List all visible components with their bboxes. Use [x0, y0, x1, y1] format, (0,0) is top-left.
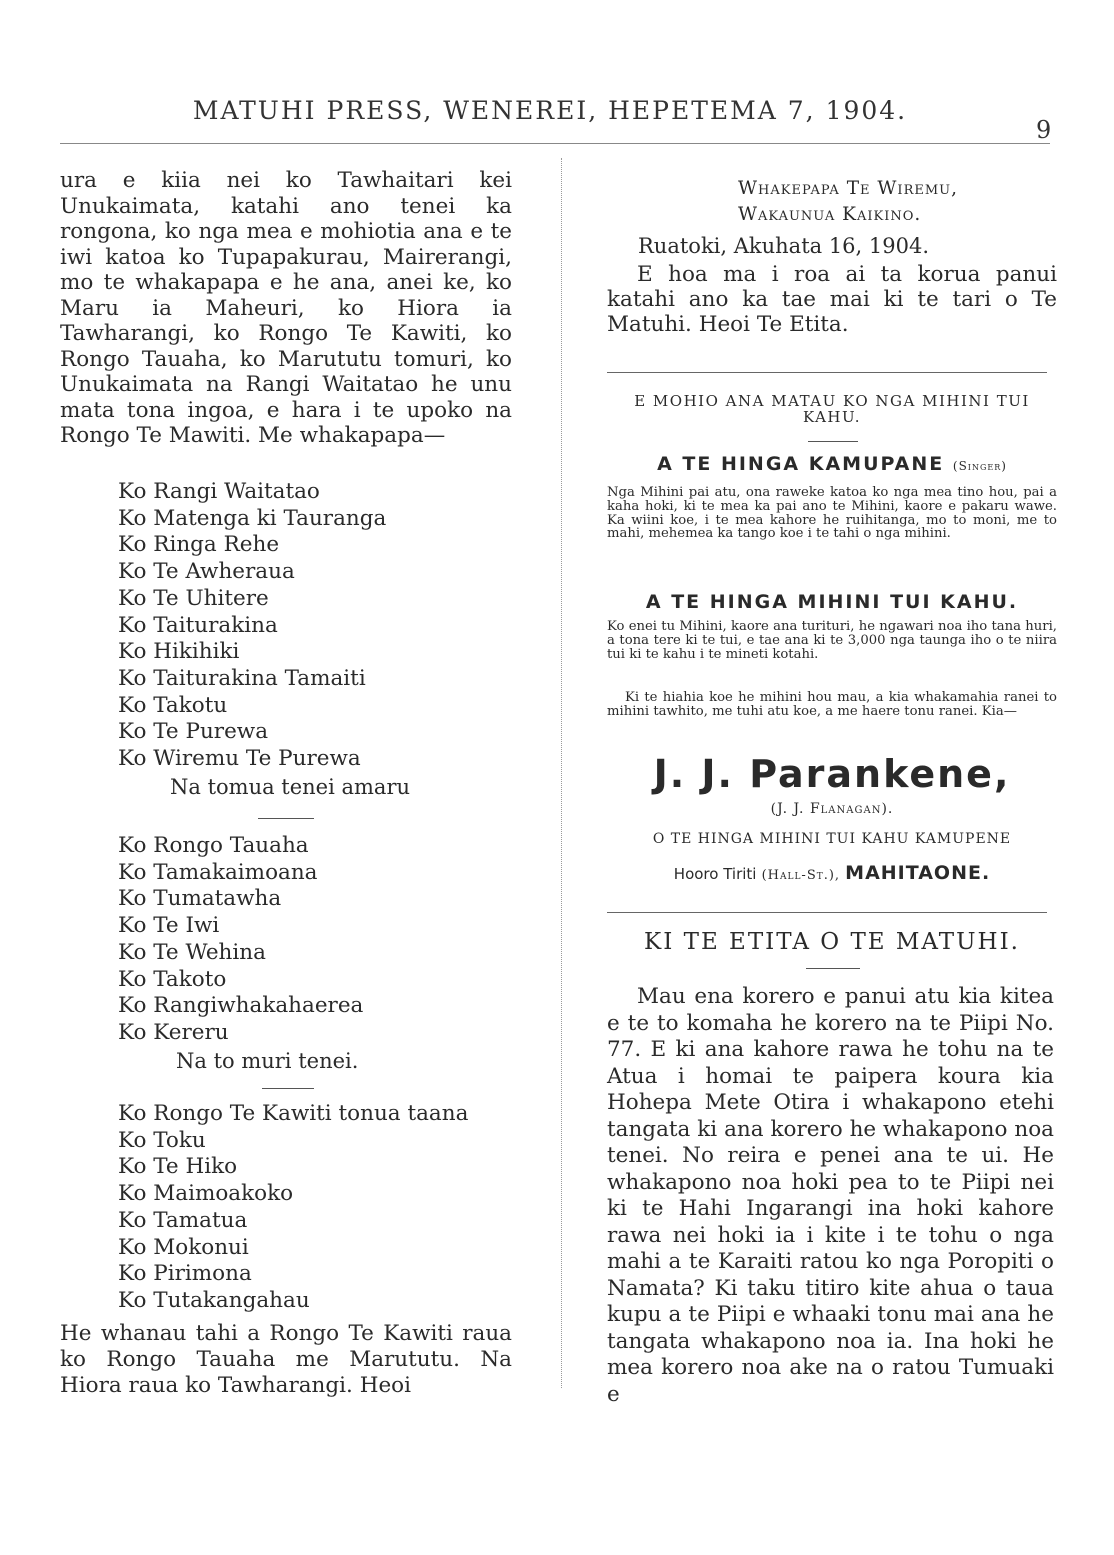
- list-item: Ko Rangiwhakahaerea: [118, 993, 364, 1019]
- list-item: Ko Takotu: [118, 692, 228, 718]
- list-item: Ko Kereru: [118, 1019, 229, 1045]
- list-item: Ko Te Awheraua: [118, 559, 295, 585]
- merchant-name: J. J. Parankene,: [653, 752, 1011, 796]
- list-item: Ko Taiturakina Tamaiti: [118, 665, 366, 691]
- section-rule: [607, 372, 1047, 373]
- address-street-english: (Hall-St.),: [761, 868, 841, 883]
- intro-paragraph: ura e kiia nei ko Tawhaitari kei Unukaimata, katahi ano tenei ka rongona, ko nga mea e mohiotia ana e te iwi katoa ko Tupapakurau, Mairerangi, mo te whakapapa e he ana, anei ke, ko Maru ia Maheuri, ko Hiora ia Tawharangi, ko Rongo Te Kawiti, ko Rongo Tauaha, ko Marututu tomuri, ko Unukaimata na Rangi Waitatao he unu mata tona ingoa, e hara i te upoko na Rongo Te Mawiti. Me whakapapa—: [60, 168, 512, 448]
- list-item: Ko Tamatua: [118, 1207, 248, 1233]
- address-town: MAHITAONE.: [845, 862, 991, 884]
- list-item: Ko Mokonui: [118, 1234, 249, 1260]
- list-item: Ko Ringa Rehe: [118, 532, 280, 558]
- advert-body-1: Nga Mihini pai atu, ona raweke katoa ko nga mea tino hou, pai a kaha hoki, ki te mea ka pai ano te Mihini, kaore e pakaru wawe. Ka wiini koe, i te mea kahore he ruihitanga, mo to moni, me to mahi, mehemea ka tango koe i te tahi o nga mihini.: [607, 485, 1057, 542]
- advert-title-sub: (Singer): [952, 459, 1007, 473]
- list-item: Ko Wiremu Te Purewa: [118, 746, 361, 772]
- masthead-rule: [60, 143, 1050, 144]
- company-line: O TE HINGA MIHINI TUI KAHU KAMUPENE: [652, 831, 1012, 847]
- list-item: Ko Matenga ki Tauranga: [118, 505, 387, 531]
- address-street: Hooro Tiriti: [673, 865, 757, 883]
- advert-title-singer: [607, 453, 1057, 475]
- section-divider: [806, 968, 860, 969]
- editor-reply: E hoa ma i roa ai ta korua panui katahi ano ka tae mai ki te tari o Te Matuhi. Heoi Te Etita.: [607, 262, 1057, 337]
- list-item: Ko Te Hiko: [118, 1154, 238, 1180]
- list-item: Ko Taiturakina: [118, 612, 278, 638]
- list-item: Ko Tutakangahau: [118, 1287, 310, 1313]
- section-rule: [607, 912, 1047, 913]
- masthead-title: MATUHI PRESS, WENEREI, HEPETEMA 7, 1904.: [192, 96, 908, 125]
- page-number: 9: [1036, 116, 1052, 144]
- list-item: Ko Toku: [118, 1127, 206, 1153]
- list-item: Ko Takoto: [118, 966, 227, 992]
- list-item: Ko Pirimona: [118, 1261, 252, 1287]
- list-item: Ko Rangi Waitatao: [118, 479, 320, 504]
- advert-body-2a: Ko enei tu Mihini, kaore ana turituri, he ngawari noa iho tana huri, a tona tere ki te tui, e tae ana ki te 3,000 nga taunga iho o te niira tui ki te kahu i te mineti kotahi.: [607, 619, 1057, 662]
- list-item: Ko Maimoakoko: [118, 1181, 294, 1207]
- list-item: Ko Te Uhitere: [118, 585, 269, 611]
- list-item: Ko Te Iwi: [118, 913, 220, 939]
- section-divider: [808, 441, 858, 442]
- letter-heading: KI TE ETITA O TE MATUHI.: [644, 929, 1020, 955]
- genealogy-list-3: [118, 1101, 468, 1315]
- section-divider: [262, 1088, 314, 1089]
- list-item: Ko Rongo Te Kawiti tonua taana: [118, 1101, 469, 1126]
- letter-body: Mau ena korero e panui atu kia kitea e te to komaha he korero na te Piipi No. 77. E ki ana kahore rawa he tohu na te Atua i homai te paipera koura kia Hohepa Mete Otira i whakapono etehi tangata ki ana korero he whakapono noa tenei. No reira e penei ana te ui. He whakapono noa hoki pea to te Piipi nei ki te Hahi Ingarangi ina hoki kahore rawa nei hoki ia i kite i te tohu o nga mahi a te Karaiti ratou ko nga Poropiti o Namata? Ki taku titiro kite ahua o taua kupu a te Piipi e whaaki tonu mai ana he tangata whakapono noa ia. Ina hoki he mea korero noa ake na o ratou Tumuaki e: [607, 984, 1054, 1407]
- signature-line-1: Whakepapa Te Wiremu,: [738, 178, 958, 199]
- advert-title-machine: A TE HINGA MIHINI TUI KAHU.: [645, 591, 1019, 613]
- list-item: Ko Te Purewa: [118, 719, 269, 745]
- list-item: Ko Te Wehina: [118, 939, 266, 965]
- advert-body-2b: Ki te hiahia koe he mihini hou mau, a kia whakamahia ranei to mihini tawhito, me tuhi atu koe, a me haere tonu ranei. Kia—: [607, 690, 1057, 719]
- section-divider: [258, 818, 314, 819]
- genealogy-note-2: Na to muri tenei.: [176, 1049, 359, 1073]
- place-date: Ruatoki, Akuhata 16, 1904.: [638, 234, 930, 258]
- column-divider: [561, 158, 562, 1388]
- advert-title-text: A TE HINGA KAMUPANE: [657, 453, 945, 475]
- list-item: Ko Tamakaimoana: [118, 859, 318, 885]
- advert-heading: E MOHIO ANA MATAU KO NGA MIHINI TUI KAHU.: [634, 392, 1030, 426]
- list-item: Ko Rongo Tauaha: [118, 833, 309, 858]
- genealogy-list-1: [118, 479, 386, 773]
- list-item: Ko Tumatawha: [118, 886, 282, 912]
- list-item: Ko Hikihiki: [118, 639, 240, 665]
- merchant-english-name: (J. J. Flanagan).: [770, 801, 894, 817]
- signature-line-2: Wakaunua Kaikino.: [738, 204, 922, 225]
- genealogy-note-1: Na tomua tenei amaru: [170, 775, 411, 799]
- closing-paragraph: He whanau tahi a Rongo Te Kawiti raua ko Rongo Tauaha me Marututu. Na Hiora raua ko Tawharangi. Heoi: [60, 1321, 512, 1398]
- advert-address: [607, 862, 1057, 884]
- genealogy-list-2: [118, 833, 363, 1047]
